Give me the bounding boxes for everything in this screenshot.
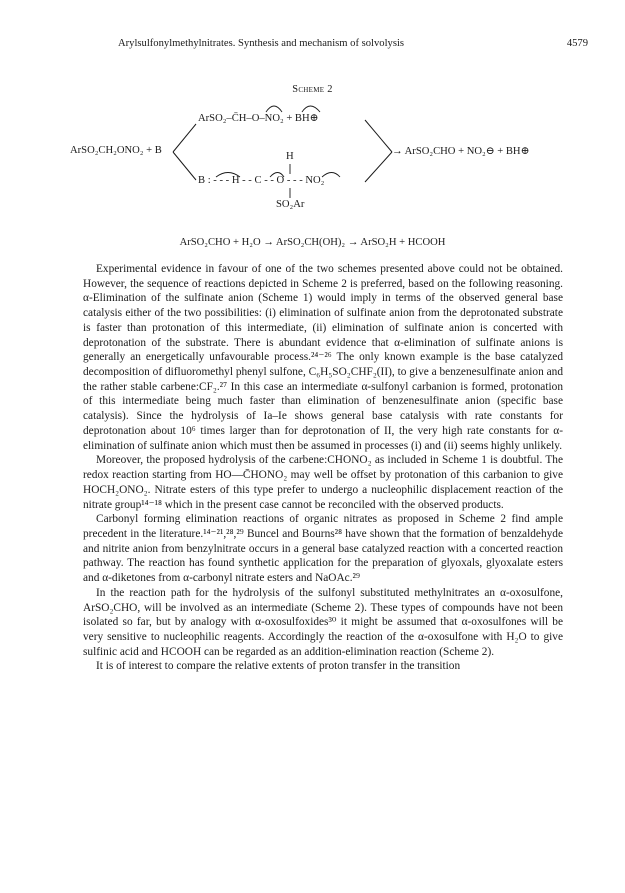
paragraph-5: It is of interest to compare the relative extents of proton transfer in the transition [96,660,461,673]
scheme-upper-path: ArSO₂–C̄H–O–NO₂ + BH⊕ [198,113,319,124]
scheme-label: Scheme 2 [292,84,333,95]
hydrolysis-equation: ArSO₂CHO + H₂O → ArSO₂CH(OH)₂ → ArSO₂H + HCOOH [179,237,446,248]
curved-arrow-5 [322,173,340,178]
paragraph-4: In the reaction path for the hydrolysis of the sulfonyl substituted methylnitrates an α-oxosulfone, ArSO₂CHO, will be involved as an intermediate (Scheme 2). These types of compounds have not been isolated so far, but by analogy with α-oxosulfoxides³⁰ it might be assumed that α-oxosulfones will be very sensitive to nucleophilic reagents. Accordingly the reaction of the α-oxosulfone with H₂O to give sulfinic acid and HCOOH can be regarded as an addition-elimination reaction (Scheme 2). [83,586,563,658]
branch-right-upper [365,120,392,152]
scheme-reactant: ArSO₂CH₂ONO₂ + B [70,145,162,156]
page-number: 4579 [566,38,588,49]
scheme-lower-path: B : - - - H - - C - - O - - - NO₂ [198,175,325,186]
paragraph-1: Experimental evidence in favour of one of the two schemes presented above could not be obtained. However, the sequence of reactions depicted in Scheme 2 is preferred, based on the following reasoning. α-Elimination of the sulfinate anion (Scheme 1) would imply in terms of the observed general base catalysis either of the two possibilities: (i) elimination of sulfinate anion from the deprotonated substrate is faster than protonation of this intermediate, (ii) elimination of sulfinate anion is concerted with deprotonation of the substrate. There is abundant evidence that α-elimination of sulfinate anions is generally an energetically unfavourable process.²⁴⁻²⁶ The only known example is the base catalyzed decomposition of difluoromethyl phenyl sulfone, C₆H₅SO₂CHF₂(II), to give a benzenesulfinate anion and the rather stable carbene:CF₂.²⁷ In this case an intermediate α-sulfonyl carbanion is formed, protonation of this intermediate being much faster than elimination of benzenesulfinate anion (specific base catalysis). Since the hydrolysis of Ia–Ie shows general base catalysis with rate constants for deprotonation about 10⁶ times larger than for deprotonation of II, the very high rate constants for α-elimination of sulfinate anion which must then be assumed in processes (i) and (ii) seems highly unlikely. [83,263,563,452]
scheme-lower-substituent: SO₂Ar [276,199,305,210]
branch-right-lower [365,152,392,182]
paragraph-3: Carbonyl forming elimination reactions of organic nitrates as proposed in Scheme 2 find ample precedent in the literature.¹⁴⁻²¹,²⁸,²⁹ Buncel and Bourns²⁸ have shown that the formation of benzaldehyde and nitrite anion from benzylnitrate occurs in a general base catalyzed reaction with a concerted reaction pathway. The reaction has found synthetic application for the preparation of glyoxals, glyoxalate esters and α-diketones from α-carbonyl nitrate esters and NaOAc.²⁹ [83,513,563,585]
scheme-arrows [70,98,590,228]
reaction-scheme [70,98,590,228]
branch-left-upper [173,124,196,152]
running-head [118,38,588,54]
paragraph-2: Moreover, the proposed hydrolysis of the carbene:CHONO₂ as included in Scheme 1 is doubtful. The redox reaction starting from HO—C̄HONO₂ may well be offset by protonation of this carbanion to give HOCH₂ONO₂. Nitrate esters of this type prefer to undergo a nucleophilic displacement reaction of the nitrate group¹⁴⁻¹⁸ which in the present case cannot be reconciled with the observed products. [83,454,563,511]
running-title: Arylsulfonylmethylnitrates. Synthesis and mechanism of solvolysis [118,38,405,49]
scheme-product: → ArSO₂CHO + NO₂⊖ + BH⊕ [392,146,530,157]
scheme-lower-h: H [286,151,294,162]
body-text [83,262,563,674]
branch-left-lower [173,152,196,180]
